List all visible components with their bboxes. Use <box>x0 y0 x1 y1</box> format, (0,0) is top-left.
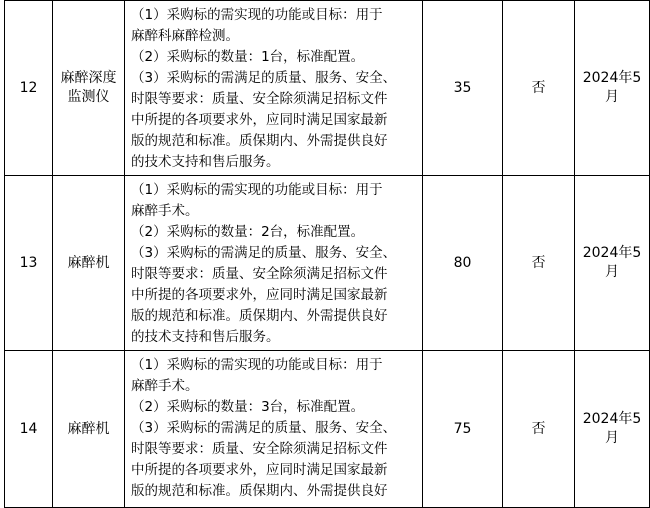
item-name: 麻醉机 <box>53 351 125 508</box>
requirement-line: （1）采购标的需实现的功能或目标：用于 <box>131 7 383 23</box>
item-name: 麻醉机 <box>53 176 125 351</box>
table-row <box>5 351 650 508</box>
table-row <box>5 1 650 176</box>
requirement-line: 版的规范和标准。质保期内、外需提供良好 <box>131 308 388 324</box>
requirements-cell <box>125 1 423 176</box>
requirement-line: （3）采购标的需满足的质量、服务、安全、 <box>131 245 397 261</box>
requirements-cell <box>125 176 423 351</box>
requirement-line: （2）采购标的数量：2台，标准配置。 <box>131 224 365 240</box>
procurement-date: 2024年5月 <box>575 176 650 351</box>
table-row <box>5 176 650 351</box>
row-index: 14 <box>5 351 53 508</box>
requirement-line: （1）采购标的需实现的功能或目标：用于 <box>131 357 383 373</box>
requirement-line: （3）采购标的需满足的质量、服务、安全、 <box>131 420 397 436</box>
requirement-line: 的技术支持和售后服务。 <box>131 154 280 170</box>
requirements-cell <box>125 351 423 508</box>
procurement-date: 2024年5月 <box>575 351 650 508</box>
requirement-line: 版的规范和标准。质保期内、外需提供良好 <box>131 483 388 499</box>
requirement-line: 时限等要求：质量、安全除须满足招标文件 <box>131 91 388 107</box>
imported-flag: 否 <box>503 1 575 176</box>
budget-value: 75 <box>423 351 503 508</box>
requirement-line: （3）采购标的需满足的质量、服务、安全、 <box>131 70 397 86</box>
requirement-line: （2）采购标的数量：1台，标准配置。 <box>131 49 365 65</box>
row-index: 12 <box>5 1 53 176</box>
requirement-line: 中所提的各项要求外，应同时满足国家最新 <box>131 112 388 128</box>
budget-value: 80 <box>423 176 503 351</box>
item-name: 麻醉深度监测仪 <box>53 1 125 176</box>
procurement-table <box>4 0 650 508</box>
imported-flag: 否 <box>503 176 575 351</box>
requirement-line: 麻醉手术。 <box>131 378 199 394</box>
imported-flag: 否 <box>503 351 575 508</box>
requirement-line: （2）采购标的数量：3台，标准配置。 <box>131 399 365 415</box>
requirement-line: 麻醉科麻醉检测。 <box>131 28 239 44</box>
budget-value: 35 <box>423 1 503 176</box>
row-index: 13 <box>5 176 53 351</box>
requirement-line: 中所提的各项要求外，应同时满足国家最新 <box>131 287 388 303</box>
requirement-line: （1）采购标的需实现的功能或目标：用于 <box>131 182 383 198</box>
requirement-line: 麻醉手术。 <box>131 203 199 219</box>
procurement-date: 2024年5月 <box>575 1 650 176</box>
requirement-line: 时限等要求：质量、安全除须满足招标文件 <box>131 441 388 457</box>
requirement-line: 时限等要求：质量、安全除须满足招标文件 <box>131 266 388 282</box>
requirement-line: 的技术支持和售后服务。 <box>131 329 280 345</box>
requirement-line: 中所提的各项要求外，应同时满足国家最新 <box>131 462 388 478</box>
requirement-line: 版的规范和标准。质保期内、外需提供良好 <box>131 133 388 149</box>
